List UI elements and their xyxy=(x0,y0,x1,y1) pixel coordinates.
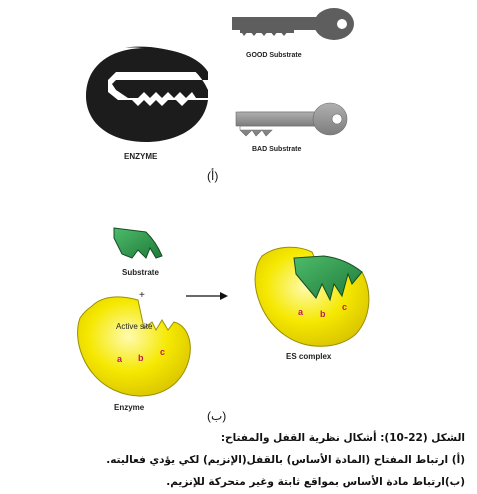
site-c-label: c xyxy=(160,347,166,357)
es-site-a-label: a xyxy=(298,307,304,317)
bad-substrate-label: BAD Substrate xyxy=(252,146,302,153)
plus-sign: + xyxy=(139,290,145,301)
bad-key xyxy=(236,103,347,136)
es-complex-label: ES complex xyxy=(286,352,332,361)
es-site-c-label: c xyxy=(342,302,348,312)
reaction-arrowhead xyxy=(220,292,228,300)
part-b-label: (ب) xyxy=(207,409,227,423)
active-site-label: Active site xyxy=(116,322,153,331)
good-substrate-label: GOOD Substrate xyxy=(246,52,302,59)
site-a-label: a xyxy=(117,354,123,364)
enzyme-shape xyxy=(78,297,191,396)
caption-part-b: (ب)ارتباط مادة الأساس بمواقع ثابتة وغير متحركة للإنزيم. xyxy=(166,476,465,488)
good-key xyxy=(232,8,354,40)
caption-title: الشكل (22-10): أشكال نظرية القفل والمفتاح: xyxy=(220,432,465,444)
enzyme-label-b: Enzyme xyxy=(114,403,145,412)
es-site-b-label: b xyxy=(320,309,326,319)
substrate-label: Substrate xyxy=(122,268,159,277)
site-b-label: b xyxy=(138,353,144,363)
caption-part-a: (أ) ارتباط المفتاح (المادة الأساس) بالقفل(الإنزيم) لكي يؤدي فعاليته. xyxy=(106,454,465,466)
substrate-shape xyxy=(114,228,162,258)
enzyme-label-a: ENZYME xyxy=(124,152,158,161)
part-a-label: (أ) xyxy=(207,169,219,183)
